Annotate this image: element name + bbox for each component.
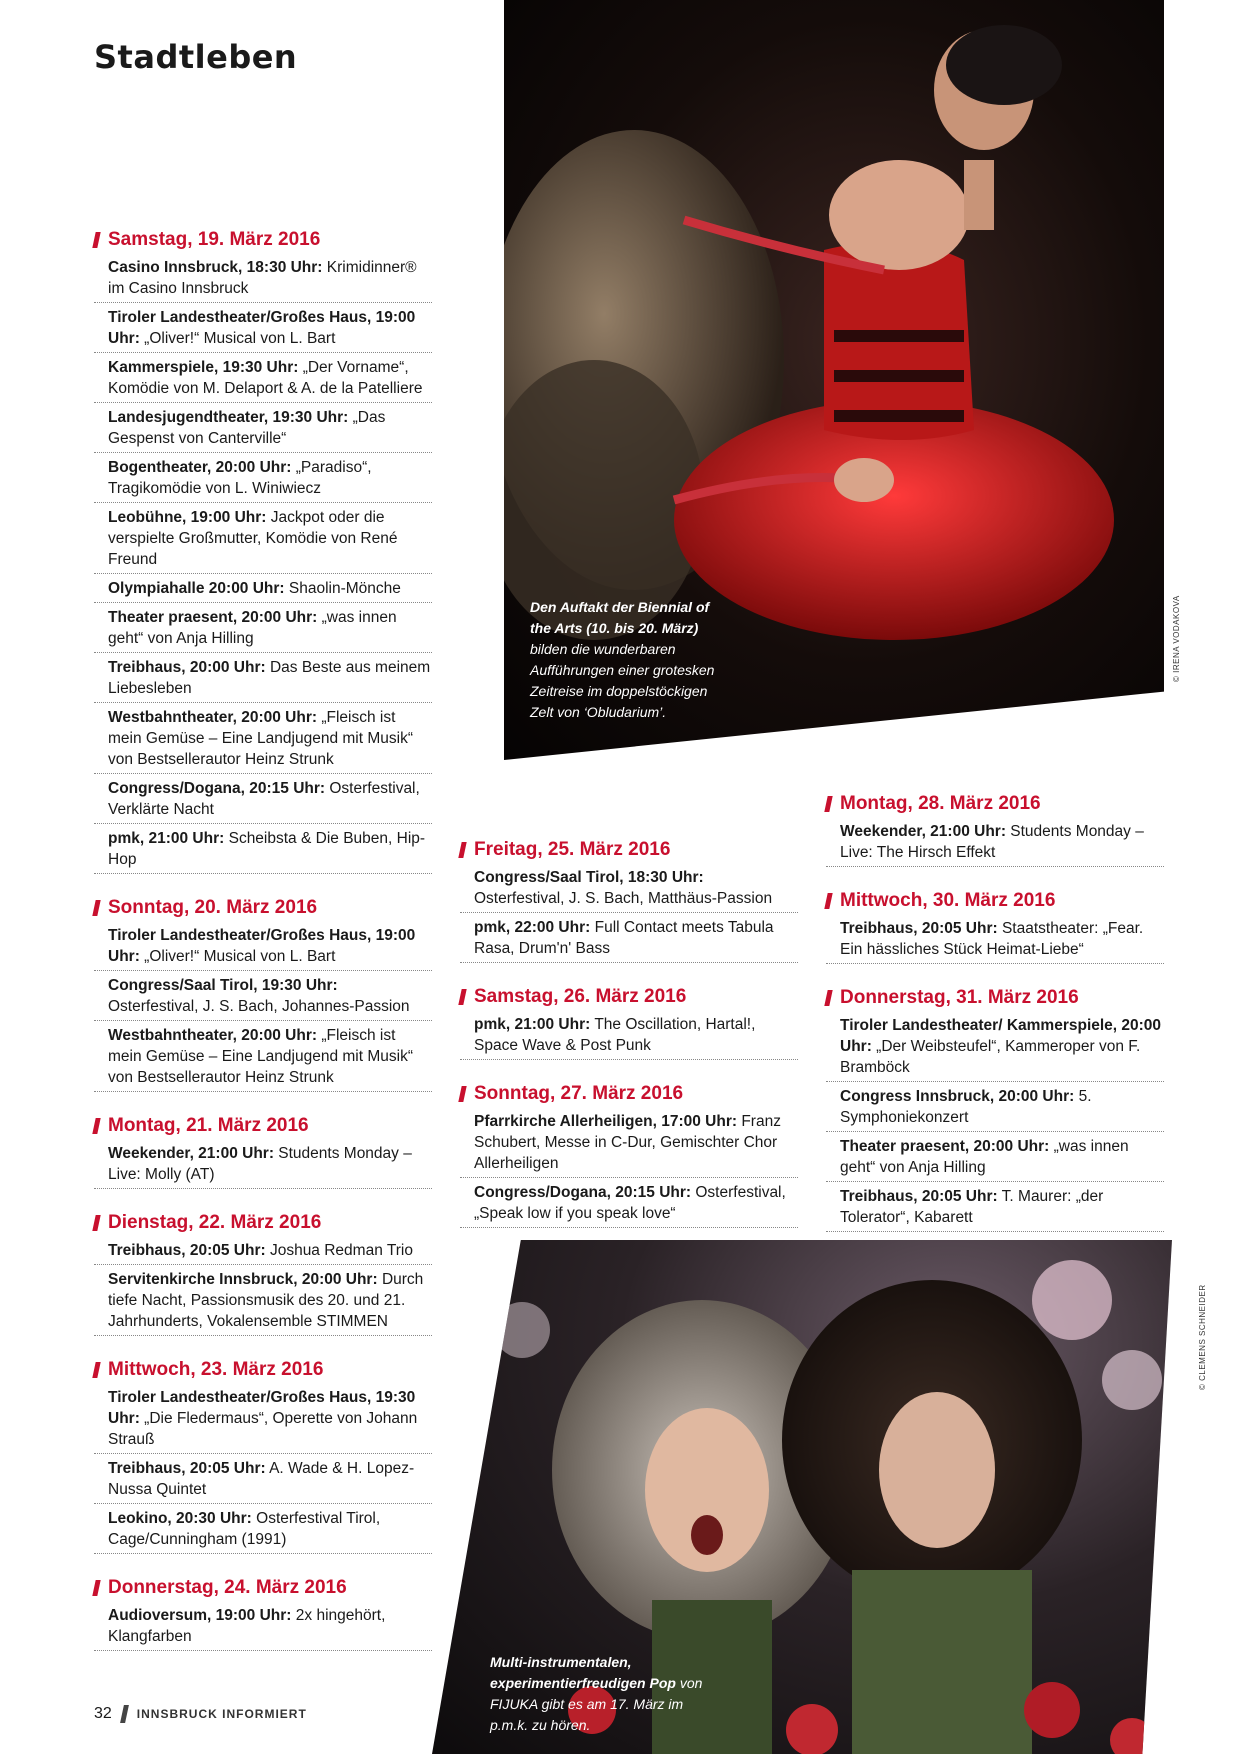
event-venue-time: pmk, 22:00 Uhr: xyxy=(474,919,591,936)
event-entry xyxy=(826,1184,1164,1232)
event-venue-time: Kammerspiele, 19:30 Uhr: xyxy=(108,359,299,376)
event-description: „Der Vorname“, Komödie von M. Delaport & A. de la Patelliere xyxy=(108,359,423,397)
day-section xyxy=(826,986,1164,1232)
day-section xyxy=(94,228,432,874)
event-venue-time: Leobühne, 19:00 Uhr: xyxy=(108,509,267,526)
day-heading: Samstag, 19. März 2016 xyxy=(94,228,432,252)
day-heading: Mittwoch, 23. März 2016 xyxy=(94,1358,432,1382)
event-venue-time: Congress Innsbruck, 20:00 Uhr: xyxy=(840,1088,1075,1105)
event-entry xyxy=(826,1084,1164,1132)
event-description: Joshua Redman Trio xyxy=(265,1242,413,1259)
events-column-3 xyxy=(826,792,1164,1236)
event-entry xyxy=(460,1012,798,1060)
page-number: 32 xyxy=(94,1705,112,1722)
event-description: „Fleisch ist mein Gemüse – Eine Landjugend mit Musik“ von Bestsellerautor Heinz Strunk xyxy=(108,709,413,768)
event-description: Osterfestival, J. S. Bach, Matthäus-Passion xyxy=(474,890,773,907)
event-entry xyxy=(94,405,432,453)
event-venue-time: Weekender, 21:00 Uhr: xyxy=(108,1145,274,1162)
event-venue-time: Congress/Dogana, 20:15 Uhr: xyxy=(474,1184,692,1201)
event-description: Students Monday – Live: Molly (AT) xyxy=(108,1145,412,1183)
day-section xyxy=(94,1211,432,1336)
event-entry xyxy=(460,865,798,913)
event-description: „Das Gespenst von Canterville“ xyxy=(108,409,386,447)
event-venue-time: Treibhaus, 20:05 Uhr: xyxy=(108,1460,266,1477)
event-entry xyxy=(94,355,432,403)
event-venue-time: pmk, 21:00 Uhr: xyxy=(474,1016,591,1033)
page-footer xyxy=(94,1705,307,1723)
event-entry xyxy=(826,1134,1164,1182)
event-venue-time: Tiroler Landestheater/ Kammerspiele, 20:00 Uhr: xyxy=(840,1017,1162,1055)
event-description: „Paradiso“, Tragikomödie von L. Winiwiecz xyxy=(108,459,372,497)
day-section xyxy=(460,838,798,963)
event-venue-time: Treibhaus, 20:00 Uhr: xyxy=(108,659,266,676)
event-entry xyxy=(94,826,432,874)
event-entry xyxy=(94,305,432,353)
events-column-1 xyxy=(94,228,432,1655)
day-heading: Montag, 21. März 2016 xyxy=(94,1114,432,1138)
event-description: Jackpot oder die verspielte Großmutter, Komödie von René Freund xyxy=(108,509,398,568)
day-section xyxy=(826,792,1164,867)
event-venue-time: Tiroler Landestheater/Großes Haus, 19:30 Uhr: xyxy=(108,1389,416,1427)
event-entry xyxy=(94,1603,432,1651)
event-description: Osterfestival, J. S. Bach, Johannes-Passion xyxy=(108,998,410,1015)
event-entry xyxy=(94,455,432,503)
day-section xyxy=(460,985,798,1060)
event-description: „was innen geht“ von Anja Hilling xyxy=(840,1138,1129,1176)
event-description: The Oscillation, Hartal!, Space Wave & Post Punk xyxy=(474,1016,756,1054)
event-description: Students Monday – Live: The Hirsch Effekt xyxy=(840,823,1144,861)
event-description: A. Wade & H. Lopez-Nussa Quintet xyxy=(108,1460,415,1498)
event-description: Osterfestival, „Speak low if you speak love“ xyxy=(474,1184,786,1222)
event-entry xyxy=(94,973,432,1021)
event-description: Das Beste aus meinem Liebesleben xyxy=(108,659,431,697)
event-venue-time: Landesjugendtheater, 19:30 Uhr: xyxy=(108,409,349,426)
day-section xyxy=(94,1576,432,1651)
event-venue-time: Weekender, 21:00 Uhr: xyxy=(840,823,1006,840)
event-venue-time: Tiroler Landestheater/Großes Haus, 19:00 Uhr: xyxy=(108,927,416,965)
event-venue-time: Congress/Saal Tirol, 19:30 Uhr: xyxy=(108,977,338,994)
day-heading: Donnerstag, 31. März 2016 xyxy=(826,986,1164,1010)
day-heading: Sonntag, 27. März 2016 xyxy=(460,1082,798,1106)
event-venue-time: Pfarrkirche Allerheiligen, 17:00 Uhr: xyxy=(474,1113,738,1130)
event-entry xyxy=(94,923,432,971)
event-venue-time: Casino Innsbruck, 18:30 Uhr: xyxy=(108,259,323,276)
event-description: Durch tiefe Nacht, Passionsmusik des 20. und 21. Jahrhunderts, Vokalensemble STIMMEN xyxy=(108,1271,424,1330)
event-entry xyxy=(460,915,798,963)
day-section xyxy=(460,1082,798,1228)
event-description: T. Maurer: „der Tolerator“, Kabarett xyxy=(840,1188,1104,1226)
event-venue-time: Treibhaus, 20:05 Uhr: xyxy=(840,920,998,937)
event-entry xyxy=(94,255,432,303)
event-entry xyxy=(94,605,432,653)
event-description: Osterfestival Tirol, Cage/Cunningham (1991) xyxy=(108,1510,381,1548)
day-heading: Mittwoch, 30. März 2016 xyxy=(826,889,1164,913)
event-description: 5. Symphoniekonzert xyxy=(840,1088,1092,1126)
event-description: Osterfestival, Verklärte Nacht xyxy=(108,780,420,818)
event-description: Shaolin-Mönche xyxy=(284,580,401,597)
event-description: Krimidinner® im Casino Innsbruck xyxy=(108,259,417,297)
event-venue-time: Westbahntheater, 20:00 Uhr: xyxy=(108,1027,318,1044)
event-entry xyxy=(94,1023,432,1092)
event-venue-time: Congress/Saal Tirol, 18:30 Uhr: xyxy=(474,869,704,886)
photo-credit-1: © IRENA VODAKOVA xyxy=(1172,595,1181,682)
day-section xyxy=(94,896,432,1092)
event-description: Full Contact meets Tabula Rasa, Drum'n' Bass xyxy=(474,919,774,957)
footer-slash-mark xyxy=(120,1705,129,1723)
day-heading: Sonntag, 20. März 2016 xyxy=(94,896,432,920)
event-venue-time: Westbahntheater, 20:00 Uhr: xyxy=(108,709,318,726)
day-heading: Donnerstag, 24. März 2016 xyxy=(94,1576,432,1600)
event-venue-time: Olympiahalle 20:00 Uhr: xyxy=(108,580,285,597)
event-description: 2x hingehört, Klangfarben xyxy=(108,1607,386,1645)
event-entry xyxy=(94,1267,432,1336)
event-venue-time: Theater praesent, 20:00 Uhr: xyxy=(108,609,318,626)
day-section xyxy=(826,889,1164,964)
day-section xyxy=(94,1358,432,1554)
page-title: Stadtleben xyxy=(94,38,298,76)
day-heading: Freitag, 25. März 2016 xyxy=(460,838,798,862)
event-description: Scheibsta & Die Buben, Hip-Hop xyxy=(108,830,426,868)
event-description: „Die Fledermaus“, Operette von Johann Strauß xyxy=(108,1410,418,1448)
event-entry xyxy=(94,576,432,603)
event-venue-time: Audioversum, 19:00 Uhr: xyxy=(108,1607,292,1624)
event-entry xyxy=(94,1385,432,1454)
event-entry xyxy=(94,776,432,824)
event-description: „Der Weibsteufel“, Kammeroper von F. Bramböck xyxy=(840,1038,1141,1076)
day-heading: Dienstag, 22. März 2016 xyxy=(94,1211,432,1235)
event-entry xyxy=(94,1141,432,1189)
photo-caption-1: Den Auftakt der Biennial of the Arts (10. bis 20. März) bilden die wunderbaren Aufführungen einer grotesken Zeitreise im doppelstöckigen Zelt von ‘Obludarium’. xyxy=(530,599,715,720)
event-entry xyxy=(94,505,432,574)
event-venue-time: Tiroler Landestheater/Großes Haus, 19:00 Uhr: xyxy=(108,309,416,347)
event-venue-time: Bogentheater, 20:00 Uhr: xyxy=(108,459,292,476)
event-entry xyxy=(460,1180,798,1228)
day-heading: Samstag, 26. März 2016 xyxy=(460,985,798,1009)
event-venue-time: Theater praesent, 20:00 Uhr: xyxy=(840,1138,1050,1155)
photo-credit-2: © CLEMENS SCHNEIDER xyxy=(1198,1284,1207,1390)
day-heading: Montag, 28. März 2016 xyxy=(826,792,1164,816)
magazine-name: INNSBRUCK INFORMIERT xyxy=(136,1707,307,1721)
event-description: „was innen geht“ von Anja Hilling xyxy=(108,609,397,647)
photo-caption-2: Multi-instrumentalen, experimentierfreudigen Pop von FIJUKA gibt es am 17. März im p.m.k. zu hören. xyxy=(490,1654,703,1733)
event-description: Franz Schubert, Messe in C-Dur, Gemischter Chor Allerheiligen xyxy=(474,1113,781,1172)
event-entry xyxy=(94,1506,432,1554)
event-entry xyxy=(826,1013,1164,1082)
event-venue-time: Leokino, 20:30 Uhr: xyxy=(108,1510,252,1527)
event-entry xyxy=(826,819,1164,867)
event-venue-time: Treibhaus, 20:05 Uhr: xyxy=(840,1188,998,1205)
event-entry xyxy=(94,1456,432,1504)
event-description: „Fleisch ist mein Gemüse – Eine Landjugend mit Musik“ von Bestsellerautor Heinz Strunk xyxy=(108,1027,413,1086)
event-description: „Oliver!“ Musical von L. Bart xyxy=(139,330,336,347)
event-entry xyxy=(94,705,432,774)
event-entry xyxy=(94,655,432,703)
event-venue-time: pmk, 21:00 Uhr: xyxy=(108,830,225,847)
event-description: Staatstheater: „Fear. Ein hässliches Stück Heimat-Liebe“ xyxy=(840,920,1144,958)
event-venue-time: Congress/Dogana, 20:15 Uhr: xyxy=(108,780,326,797)
event-entry xyxy=(460,1109,798,1178)
event-venue-time: Servitenkirche Innsbruck, 20:00 Uhr: xyxy=(108,1271,378,1288)
event-venue-time: Treibhaus, 20:05 Uhr: xyxy=(108,1242,266,1259)
event-entry xyxy=(94,1238,432,1265)
day-section xyxy=(94,1114,432,1189)
events-column-2 xyxy=(460,838,798,1232)
event-description: „Oliver!“ Musical von L. Bart xyxy=(139,948,336,965)
event-entry xyxy=(826,916,1164,964)
